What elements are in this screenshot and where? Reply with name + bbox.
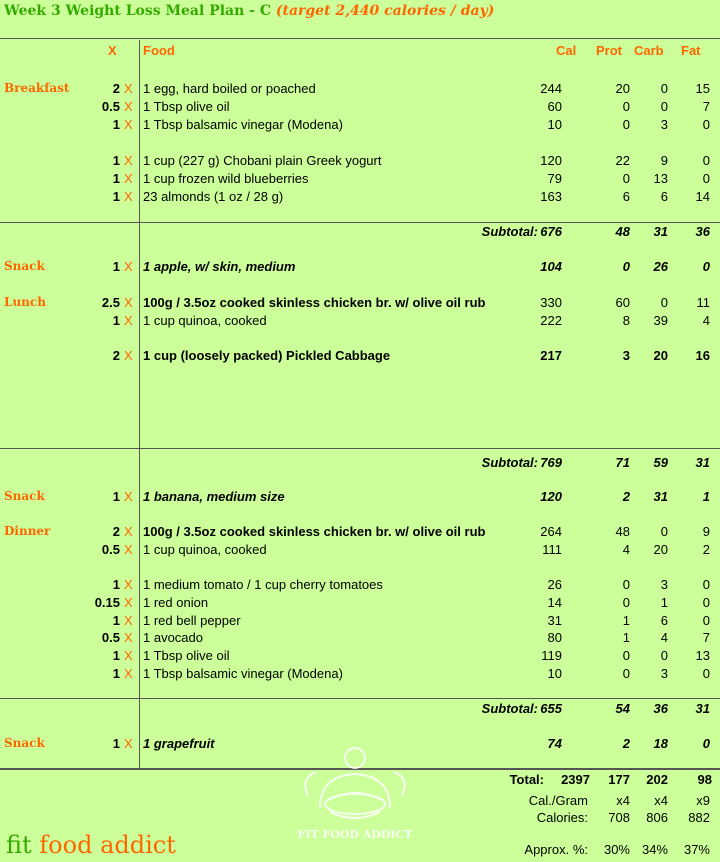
fat-value: 7	[702, 630, 710, 645]
cal-value: 120	[540, 489, 562, 504]
subtotal-cal: 769	[540, 455, 562, 470]
fat-value: 0	[702, 259, 710, 274]
prot-factor: x4	[616, 793, 630, 808]
table-row	[0, 98, 720, 115]
multiply-x: X	[124, 99, 133, 114]
subtotal-carb: 59	[653, 455, 668, 470]
multiply-x: X	[124, 524, 133, 539]
subtotal-cal: 655	[540, 701, 562, 716]
fat-value: 16	[695, 348, 710, 363]
fat-value: 11	[696, 295, 710, 310]
quantity: 1	[112, 259, 120, 274]
fat-value: 14	[695, 189, 710, 204]
cal-value: 244	[540, 81, 562, 96]
multiply-x: X	[124, 81, 133, 96]
table-row	[0, 347, 720, 364]
prot-value: 4	[622, 542, 630, 557]
fat-value: 9	[702, 524, 710, 539]
title-target: (target 2,440 calories / day)	[275, 3, 495, 19]
table-row	[0, 312, 720, 329]
prot-percent: 30%	[603, 842, 630, 857]
fat-value: 0	[702, 595, 710, 610]
quantity: 0.15	[94, 595, 120, 610]
prot-value: 22	[615, 153, 630, 168]
percent-label: Approx. %:	[524, 842, 588, 857]
multiply-x: X	[124, 295, 133, 310]
food-name: 1 Tbsp olive oil	[143, 648, 230, 663]
carb-value: 6	[660, 613, 668, 628]
calgram-label: Cal./Gram	[528, 793, 588, 808]
carb-value: 0	[660, 648, 668, 663]
section-label: Snack	[4, 489, 45, 503]
multiply-x: X	[124, 489, 133, 504]
table-row	[0, 541, 720, 558]
fat-calories: 882	[688, 810, 710, 825]
prot-value: 20	[615, 81, 630, 96]
total-prot: 177	[608, 772, 630, 787]
multiply-x: X	[124, 666, 133, 681]
fat-value: 2	[702, 542, 710, 557]
carb-value: 18	[653, 736, 668, 751]
carb-value: 20	[653, 542, 668, 557]
quantity: 0.5	[101, 630, 120, 645]
prot-value: 0	[622, 577, 630, 592]
carb-value: 26	[653, 259, 668, 274]
table-row	[0, 488, 720, 505]
prot-value: 0	[622, 99, 630, 114]
food-name: 1 grapefruit	[143, 736, 215, 751]
subtotal-row	[0, 700, 720, 717]
quantity: 2	[112, 348, 120, 363]
fat-value: 13	[695, 648, 710, 663]
table-row	[0, 576, 720, 593]
carb-value: 0	[660, 99, 668, 114]
header-prot: Prot	[596, 43, 622, 58]
quantity: 1	[112, 666, 120, 681]
prot-calories: 708	[608, 810, 630, 825]
total-cal: 2397	[561, 772, 590, 787]
table-row	[0, 80, 720, 97]
header-divider	[0, 38, 720, 39]
multiply-x: X	[124, 630, 133, 645]
subtotal-prot: 48	[615, 224, 630, 239]
prot-value: 1	[622, 613, 630, 628]
cal-value: 26	[547, 577, 562, 592]
carb-value: 3	[660, 577, 668, 592]
table-row	[0, 612, 720, 629]
fat-value: 0	[702, 153, 710, 168]
divider	[0, 222, 720, 223]
prot-value: 48	[615, 524, 630, 539]
cal-value: 119	[541, 648, 562, 663]
table-row	[0, 647, 720, 664]
divider	[0, 698, 720, 699]
cal-value: 10	[547, 666, 562, 681]
cal-value: 31	[547, 613, 562, 628]
food-name: 1 banana, medium size	[143, 489, 285, 504]
multiply-x: X	[124, 153, 133, 168]
cal-value: 74	[547, 736, 562, 751]
table-row	[0, 188, 720, 205]
carb-value: 1	[660, 595, 668, 610]
table-row	[0, 152, 720, 169]
carb-value: 6	[660, 189, 668, 204]
cal-value: 104	[540, 259, 562, 274]
subtotal-fat: 31	[695, 701, 710, 716]
brand-logo-text	[6, 831, 176, 859]
subtotal-label: Subtotal:	[481, 455, 538, 470]
multiply-x: X	[124, 648, 133, 663]
subtotal-carb: 36	[653, 701, 668, 716]
subtotal-prot: 54	[615, 701, 630, 716]
prot-value: 6	[622, 189, 630, 204]
prot-value: 3	[622, 348, 630, 363]
fat-value: 0	[702, 171, 710, 186]
multiply-x: X	[124, 613, 133, 628]
quantity: 1	[112, 117, 120, 132]
prot-value: 0	[622, 259, 630, 274]
cal-value: 163	[540, 189, 562, 204]
table-row	[0, 665, 720, 682]
cal-value: 80	[547, 630, 562, 645]
subtotal-row	[0, 223, 720, 240]
quantity: 1	[112, 153, 120, 168]
carb-value: 20	[653, 348, 668, 363]
logo-text: FIT FOOD ADDICT	[297, 828, 413, 841]
food-name: 1 Tbsp olive oil	[143, 99, 230, 114]
section-label: Breakfast	[4, 81, 70, 95]
subtotal-fat: 31	[695, 455, 710, 470]
subtotal-carb: 31	[653, 224, 668, 239]
cal-value: 330	[540, 295, 562, 310]
subtotal-label: Subtotal:	[481, 701, 538, 716]
carb-value: 0	[660, 295, 668, 310]
subtotal-cal: 676	[540, 224, 562, 239]
food-name: 1 apple, w/ skin, medium	[143, 259, 296, 274]
quantity: 1	[112, 648, 120, 663]
food-name: 23 almonds (1 oz / 28 g)	[143, 189, 284, 204]
fat-value: 0	[702, 577, 710, 592]
cal-value: 217	[540, 348, 562, 363]
header-food: Food	[143, 43, 175, 58]
table-row	[0, 594, 720, 611]
table-row	[0, 258, 720, 275]
carb-value: 3	[660, 117, 668, 132]
food-name: 1 red onion	[143, 595, 209, 610]
table-row	[0, 116, 720, 133]
prot-value: 0	[622, 666, 630, 681]
quantity: 1	[112, 577, 120, 592]
total-label: Total:	[509, 772, 544, 787]
total-carb: 202	[646, 772, 668, 787]
quantity: 1	[112, 189, 120, 204]
fat-value: 0	[702, 613, 710, 628]
prot-value: 0	[622, 117, 630, 132]
section-label: Dinner	[4, 524, 51, 538]
quantity: 0.5	[101, 99, 120, 114]
fat-value: 0	[702, 117, 710, 132]
multiply-x: X	[124, 348, 133, 363]
food-name: 1 egg, hard boiled or poached	[143, 81, 316, 96]
subtotal-fat: 36	[695, 224, 710, 239]
quantity: 2	[112, 524, 120, 539]
prot-value: 1	[622, 630, 630, 645]
fit-food-addict-logo	[290, 738, 420, 848]
carb-value: 39	[653, 313, 668, 328]
header-carb: Carb	[634, 43, 664, 58]
carb-value: 0	[660, 81, 668, 96]
section-label: Snack	[4, 259, 45, 273]
prot-value: 0	[622, 648, 630, 663]
quantity: 2.5	[101, 295, 120, 310]
prot-value: 2	[622, 736, 630, 751]
table-row	[0, 523, 720, 540]
fat-value: 1	[702, 489, 710, 504]
carb-value: 9	[660, 153, 668, 168]
brand-food-addict: food addict	[39, 831, 176, 859]
prot-value: 0	[622, 171, 630, 186]
food-name: 1 Tbsp balsamic vinegar (Modena)	[143, 117, 343, 132]
cal-value: 60	[547, 99, 562, 114]
multiply-x: X	[124, 259, 133, 274]
carb-value: 4	[660, 630, 668, 645]
quantity: 1	[112, 313, 120, 328]
carb-value: 13	[653, 171, 668, 186]
food-name: 1 medium tomato / 1 cup cherry tomatoes	[143, 577, 383, 592]
cal-value: 264	[540, 524, 562, 539]
cal-value: 79	[547, 171, 562, 186]
calories-label: Calories:	[536, 810, 588, 825]
multiply-x: X	[124, 313, 133, 328]
fat-value: 7	[702, 99, 710, 114]
quantity: 2	[112, 81, 120, 96]
cal-value: 120	[540, 153, 562, 168]
multiply-x: X	[124, 171, 133, 186]
header-fat: Fat	[681, 43, 701, 58]
carb-calories: 806	[646, 810, 668, 825]
food-name: 1 cup quinoa, cooked	[143, 542, 267, 557]
header-x: X	[108, 43, 117, 58]
brand-fit: fit	[6, 831, 32, 859]
carb-value: 31	[653, 489, 668, 504]
multiply-x: X	[124, 577, 133, 592]
prot-value: 8	[622, 313, 630, 328]
food-name: 1 Tbsp balsamic vinegar (Modena)	[143, 666, 343, 681]
fat-value: 0	[702, 736, 710, 751]
food-name: 1 avocado	[143, 630, 203, 645]
multiply-x: X	[124, 595, 133, 610]
cal-value: 14	[547, 595, 562, 610]
multiply-x: X	[124, 736, 133, 751]
total-fat: 98	[697, 772, 712, 787]
header-cal: Cal	[556, 43, 577, 58]
subtotal-row	[0, 454, 720, 471]
carb-factor: x4	[654, 793, 668, 808]
table-row	[0, 170, 720, 187]
subtotal-prot: 71	[615, 455, 630, 470]
fat-value: 15	[695, 81, 710, 96]
quantity: 1	[112, 736, 120, 751]
fat-percent: 37%	[683, 842, 710, 857]
quantity: 1	[112, 613, 120, 628]
food-name: 1 cup (loosely packed) Pickled Cabbage	[143, 348, 391, 363]
section-label: Lunch	[4, 295, 46, 309]
prot-value: 60	[615, 295, 630, 310]
section-label: Snack	[4, 736, 45, 750]
quantity: 0.5	[101, 542, 120, 557]
food-name: 1 cup quinoa, cooked	[143, 313, 267, 328]
multiply-x: X	[124, 542, 133, 557]
carb-value: 3	[660, 666, 668, 681]
prot-value: 2	[622, 489, 630, 504]
carb-percent: 34%	[641, 842, 668, 857]
fat-factor: x9	[696, 793, 710, 808]
subtotal-label: Subtotal:	[481, 224, 538, 239]
food-name: 1 cup (227 g) Chobani plain Greek yogurt	[143, 153, 382, 168]
fat-value: 0	[702, 666, 710, 681]
cal-value: 10	[547, 117, 562, 132]
food-name: 1 cup frozen wild blueberries	[143, 171, 309, 186]
quantity: 1	[112, 171, 120, 186]
food-name: 100g / 3.5oz cooked skinless chicken br. w/ olive oil rub	[143, 524, 486, 539]
table-row	[0, 294, 720, 311]
cal-value: 222	[540, 313, 562, 328]
prot-value: 0	[622, 595, 630, 610]
title-main: Week 3 Weight Loss Meal Plan - C	[4, 3, 271, 19]
carb-value: 0	[660, 524, 668, 539]
multiply-x: X	[124, 117, 133, 132]
multiply-x: X	[124, 189, 133, 204]
page-title	[4, 3, 494, 19]
food-name: 1 red bell pepper	[143, 613, 241, 628]
food-name: 100g / 3.5oz cooked skinless chicken br. w/ olive oil rub	[143, 295, 486, 310]
table-row	[0, 629, 720, 646]
quantity: 1	[112, 489, 120, 504]
cal-value: 111	[542, 542, 562, 557]
divider	[0, 448, 720, 449]
fat-value: 4	[702, 313, 710, 328]
